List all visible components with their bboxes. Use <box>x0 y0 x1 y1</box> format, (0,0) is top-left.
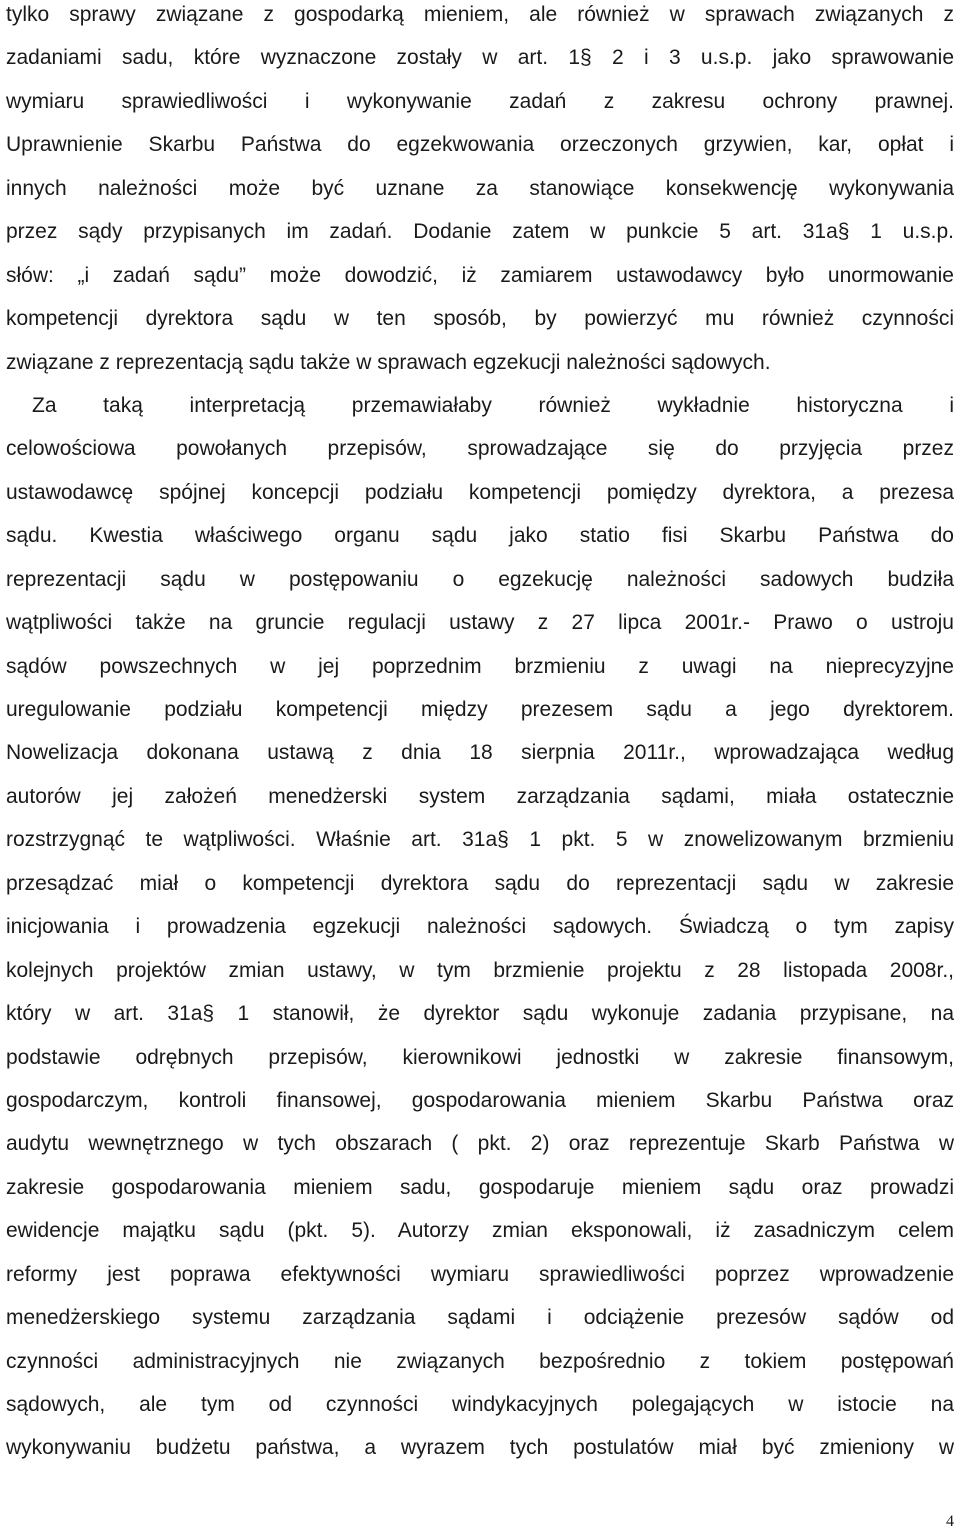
text-line: zakresie gospodarowania mieniem sadu, gospodaruje mieniem sądu oraz prowadzi <box>6 1175 954 1199</box>
text-line: audytu wewnętrznego w tych obszarach ( pkt. 2) oraz reprezentuje Skarb Państwa w <box>6 1132 954 1156</box>
text-line: sądu. Kwestia właściwego organu sądu jako statio fisi Skarbu Państwa do <box>6 524 954 548</box>
text-line: reformy jest poprawa efektywności wymiaru sprawiedliwości poprzez wprowadzenie <box>6 1262 954 1286</box>
text-line: związane z reprezentacją sądu także w sprawach egzekucji należności sądowych. <box>6 350 771 374</box>
text-line: sądów powszechnych w jej poprzednim brzmieniu z uwagi na nieprecyzyjne <box>6 654 954 678</box>
text-line: Uprawnienie Skarbu Państwa do egzekwowania orzeczonych grzywien, kar, opłat i <box>6 133 954 157</box>
text-line: wątpliwości także na gruncie regulacji ustawy z 27 lipca 2001r.- Prawo o ustroju <box>6 611 954 635</box>
text-line: czynności administracyjnych nie związanych bezpośrednio z tokiem postępowań <box>6 1349 954 1373</box>
text-line: tylko sprawy związane z gospodarką mieniem, ale również w sprawach związanych z <box>6 3 954 26</box>
text-line: Za taką interpretacją przemawiałaby również wykładnie historyczna i <box>32 393 954 417</box>
text-line: przesądzać miał o kompetencji dyrektora sądu do reprezentacji sądu w zakresie <box>6 871 954 895</box>
text-line: przez sądy przypisanych im zadań. Dodanie zatem w punkcie 5 art. 31a§ 1 u.s.p. <box>6 220 954 244</box>
body-text <box>6 0 954 1470</box>
text-line: gospodarczym, kontroli finansowej, gospodarowania mieniem Skarbu Państwa oraz <box>6 1088 954 1112</box>
text-line: uregulowanie podziału kompetencji między prezesem sądu a jego dyrektorem. <box>6 698 954 721</box>
text-line: który w art. 31a§ 1 stanowił, że dyrektor sądu wykonuje zadania przypisane, na <box>6 1002 954 1026</box>
text-line: ustawodawcę spójnej koncepcji podziału kompetencji pomiędzy dyrektora, a prezesa <box>6 480 954 504</box>
text-line: kompetencji dyrektora sądu w ten sposób, by powierzyć mu również czynności <box>6 307 954 331</box>
text-line: menedżerskiego systemu zarządzania sądami i odciążenie prezesów sądów od <box>6 1306 954 1330</box>
text-line: innych należności może być uznane za stanowiące konsekwencję wykonywania <box>6 176 954 200</box>
text-line: reprezentacji sądu w postępowaniu o egzekucję należności sadowych budziła <box>6 567 954 591</box>
text-line: podstawie odrębnych przepisów, kierownikowi jednostki w zakresie finansowym, <box>6 1045 954 1069</box>
text-line: ewidencje majątku sądu (pkt. 5). Autorzy zmian eksponowali, iż zasadniczym celem <box>6 1219 954 1243</box>
text-line: autorów jej założeń menedżerski system zarządzania sądami, miała ostatecznie <box>6 784 954 808</box>
text-line: słów: „i zadań sądu” może dowodzić, iż zamiarem ustawodawcy było unormowanie <box>6 263 954 287</box>
text-line: Nowelizacja dokonana ustawą z dnia 18 sierpnia 2011r., wprowadzająca według <box>6 741 954 765</box>
text-line: wykonywaniu budżetu państwa, a wyrazem tych postulatów miał być zmieniony w <box>6 1436 954 1460</box>
text-line: rozstrzygnąć te wątpliwości. Właśnie art. 31a§ 1 pkt. 5 w znowelizowanym brzmieniu <box>6 828 954 852</box>
text-line: wymiaru sprawiedliwości i wykonywanie zadań z zakresu ochrony prawnej. <box>6 89 954 113</box>
text-line: kolejnych projektów zmian ustawy, w tym brzmienie projektu z 28 listopada 2008r., <box>6 958 954 982</box>
text-line: celowościowa powołanych przepisów, sprowadzające się do przyjęcia przez <box>6 437 954 461</box>
page-number: 4 <box>946 1513 954 1530</box>
text-line: inicjowania i prowadzenia egzekucji należności sądowych. Świadczą o tym zapisy <box>6 915 954 939</box>
text-line: zadaniami sadu, które wyznaczone zostały w art. 1§ 2 i 3 u.s.p. jako sprawowanie <box>6 46 954 70</box>
text-line: sądowych, ale tym od czynności windykacyjnych polegających w istocie na <box>6 1393 954 1416</box>
